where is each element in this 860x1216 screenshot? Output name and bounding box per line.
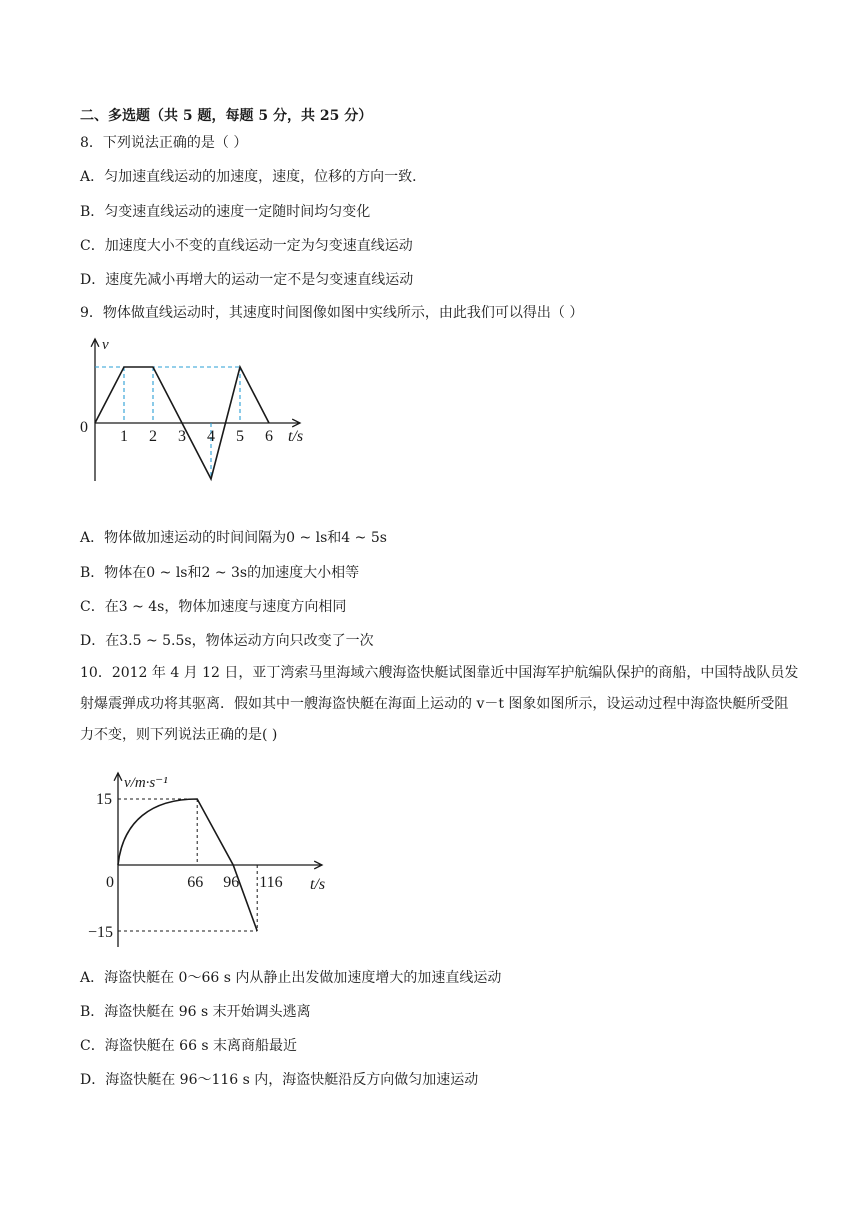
q9-vt-chart [70,335,310,485]
q8-option-b: B．匀变速直线运动的速度一定随时间均匀变化 [80,204,371,220]
q10-origin-label: 0 [106,874,114,891]
q9-option-d: D．在3.5 ~ 5.5s，物体运动方向只改变了一次 [80,633,374,649]
q9-origin-label: 0 [80,419,88,436]
q9-stem: 9．物体做直线运动时，其速度时间图像如图中实线所示，由此我们可以得出（ ） [80,305,584,321]
q9-option-c: C．在3 ~ 4s，物体加速度与速度方向相同 [80,599,347,615]
q10-ytick-label: −15 [88,924,114,941]
q10-option-b: B．海盗快艇在 96 s 末开始调头逃离 [80,1004,311,1020]
q9-tick-label: 6 [265,428,273,445]
q8-option-d: D．速度先减小再增大的运动一定不是匀变速直线运动 [80,272,414,288]
q10-ytick-label: 15 [96,791,112,808]
q10-tick-label: 96 [223,874,240,891]
q10-stem: 10．2012 年 4 月 12 日，亚丁湾索马里海域六艘海盗快艇试图靠近中国海军护航编队保护的商船，中国特战队员发射爆震弹成功将其驱离．假如其中一艘海盗快艇在海面上运动的 v－t 图象如图所示，设运动过程中海盗快艇所受阻力不变，则下列说法正确的是( ) [80,665,799,743]
q9-tick-label: 3 [178,428,186,445]
q10-option-c: C．海盗快艇在 66 s 末离商船最近 [80,1038,298,1054]
q10-xlabel: t/s [310,876,326,893]
q9-ylabel: v [102,337,109,353]
q8-stem: 8．下列说法正确的是（ ） [80,135,248,151]
q10-tick-label: 116 [259,874,283,891]
q10-option-d: D．海盗快艇在 96～116 s 内，海盗快艇沿反方向做匀加速运动 [80,1072,479,1088]
q9-tick-label: 2 [149,428,157,445]
q8-option-a: A．匀加速直线运动的加速度，速度，位移的方向一致． [80,169,427,185]
q8-option-c: C．加速度大小不变的直线运动一定为匀变速直线运动 [80,238,413,254]
section-title: 二、多选题（共 5 题，每题 5 分，共 25 分） [80,108,373,124]
q10-option-a: A．海盗快艇在 0～66 s 内从静止出发做加速度增大的加速直线运动 [80,970,502,986]
q9-tick-label: 4 [207,428,215,445]
q10-tick-label: 66 [187,874,204,891]
q9-option-a: A．物体做加速运动的时间间隔为0 ~ ls和4 ~ 5s [80,530,387,546]
q9-option-b: B．物体在0 ~ ls和2 ~ 3s的加速度大小相等 [80,565,360,581]
q9-tick-label: 5 [236,428,244,445]
q9-tick-label: 1 [120,428,128,445]
q9-xlabel: t/s [288,428,304,445]
q10-ylabel: v/m·s⁻¹ [124,775,168,791]
q10-vt-chart [82,765,342,965]
